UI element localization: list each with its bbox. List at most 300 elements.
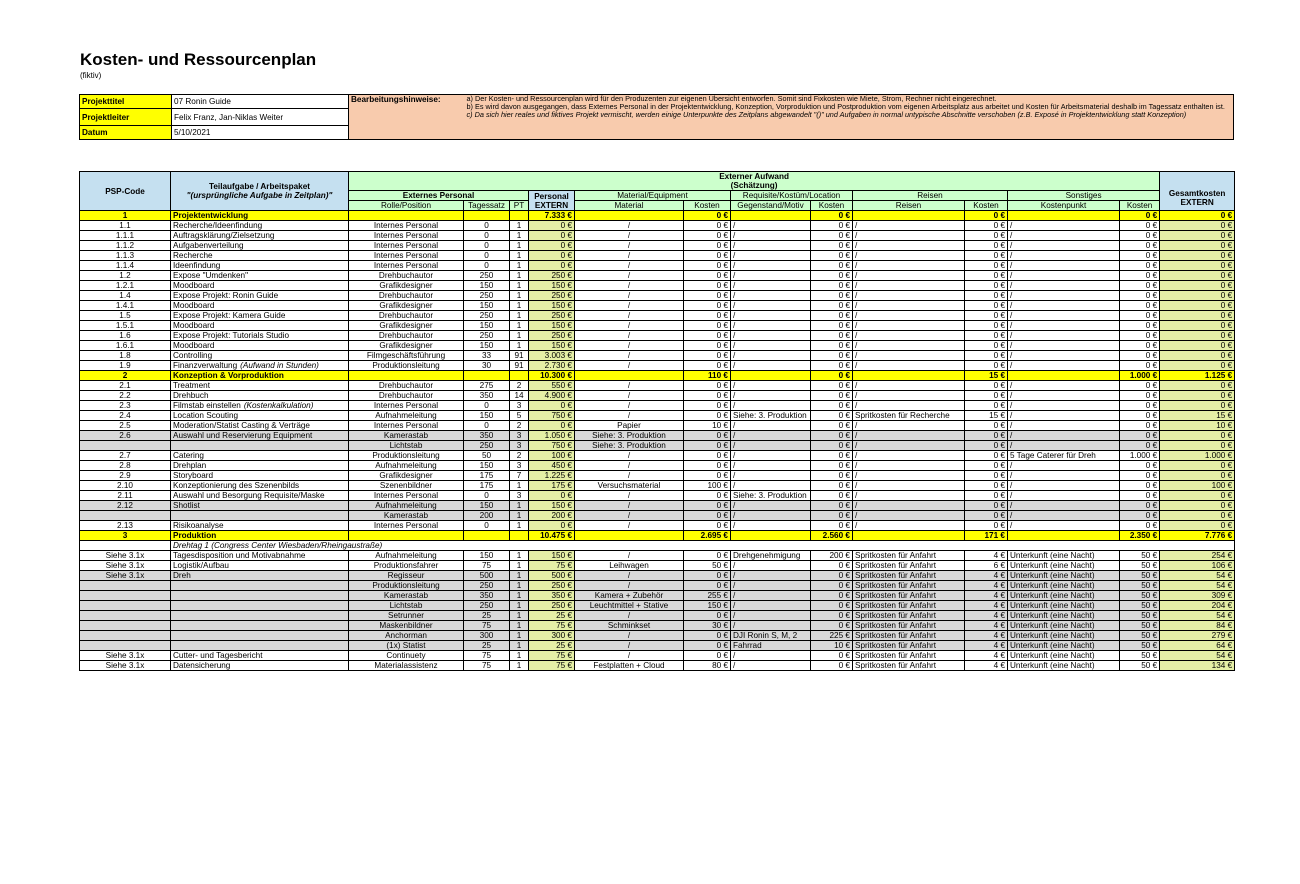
reisen-kosten-cell[interactable] (965, 571, 1008, 581)
material-kosten-cell[interactable] (684, 381, 731, 391)
gegenstand-cell[interactable] (731, 241, 811, 251)
requisite-kosten-cell[interactable] (811, 441, 853, 451)
requisite-kosten-cell[interactable] (811, 621, 853, 631)
gegenstand-cell[interactable] (731, 631, 811, 641)
material-kosten-cell[interactable] (684, 471, 731, 481)
teilaufgabe-cell[interactable] (171, 641, 349, 651)
material-kosten-cell[interactable] (684, 241, 731, 251)
pt-cell[interactable] (510, 211, 529, 221)
material-kosten-cell[interactable] (684, 611, 731, 621)
psp-code-cell[interactable] (80, 331, 171, 341)
sonstiges-kosten-cell[interactable] (1120, 551, 1160, 561)
reisen-kosten-cell[interactable] (965, 601, 1008, 611)
material-kosten-cell[interactable] (684, 301, 731, 311)
gegenstand-cell[interactable] (731, 221, 811, 231)
rolle-cell[interactable] (349, 661, 464, 671)
sonstiges-kosten-cell[interactable] (1120, 581, 1160, 591)
teilaufgabe-cell[interactable] (171, 651, 349, 661)
personal-extern-cell[interactable] (529, 391, 575, 401)
kostenpunkt-cell[interactable] (1008, 661, 1120, 671)
rolle-cell[interactable] (349, 441, 464, 451)
gegenstand-cell[interactable] (731, 531, 811, 541)
gesamtkosten-cell[interactable] (1160, 331, 1235, 341)
sonstiges-kosten-cell[interactable] (1120, 321, 1160, 331)
teilaufgabe-cell[interactable] (171, 261, 349, 271)
pt-cell[interactable] (510, 631, 529, 641)
personal-extern-cell[interactable] (529, 591, 575, 601)
gegenstand-cell[interactable] (731, 331, 811, 341)
rolle-cell[interactable] (349, 591, 464, 601)
reisen-kosten-cell[interactable] (965, 251, 1008, 261)
reisen-cell[interactable] (853, 321, 965, 331)
kostenpunkt-cell[interactable] (1008, 411, 1120, 421)
reisen-kosten-cell[interactable] (965, 431, 1008, 441)
pt-cell[interactable] (510, 311, 529, 321)
rolle-cell[interactable] (349, 291, 464, 301)
kostenpunkt-cell[interactable] (1008, 591, 1120, 601)
gegenstand-cell[interactable] (731, 361, 811, 371)
gegenstand-cell[interactable] (731, 551, 811, 561)
pt-cell[interactable] (510, 531, 529, 541)
rolle-cell[interactable] (349, 501, 464, 511)
reisen-kosten-cell[interactable] (965, 281, 1008, 291)
requisite-kosten-cell[interactable] (811, 571, 853, 581)
rolle-cell[interactable] (349, 431, 464, 441)
gesamtkosten-cell[interactable] (1160, 661, 1235, 671)
personal-extern-cell[interactable] (529, 651, 575, 661)
reisen-kosten-cell[interactable] (965, 231, 1008, 241)
datum-value[interactable]: 5/10/2021 (172, 126, 349, 140)
reisen-cell[interactable] (853, 441, 965, 451)
reisen-kosten-cell[interactable] (965, 421, 1008, 431)
requisite-kosten-cell[interactable] (811, 581, 853, 591)
reisen-cell[interactable] (853, 481, 965, 491)
psp-code-cell[interactable] (80, 491, 171, 501)
gegenstand-cell[interactable] (731, 471, 811, 481)
sonstiges-kosten-cell[interactable] (1120, 391, 1160, 401)
tagessatz-cell[interactable] (464, 661, 510, 671)
sonstiges-kosten-cell[interactable] (1120, 211, 1160, 221)
rolle-cell[interactable] (349, 411, 464, 421)
teilaufgabe-cell[interactable] (171, 451, 349, 461)
gesamtkosten-cell[interactable] (1160, 481, 1235, 491)
gegenstand-cell[interactable] (731, 271, 811, 281)
reisen-kosten-cell[interactable] (965, 551, 1008, 561)
psp-code-cell[interactable] (80, 231, 171, 241)
reisen-cell[interactable] (853, 431, 965, 441)
sonstiges-kosten-cell[interactable] (1120, 311, 1160, 321)
tagessatz-cell[interactable] (464, 511, 510, 521)
gesamtkosten-cell[interactable] (1160, 611, 1235, 621)
reisen-cell[interactable] (853, 371, 965, 381)
psp-code-cell[interactable] (80, 621, 171, 631)
personal-extern-cell[interactable] (529, 321, 575, 331)
tagessatz-cell[interactable] (464, 501, 510, 511)
psp-code-cell[interactable] (80, 361, 171, 371)
reisen-kosten-cell[interactable] (965, 471, 1008, 481)
requisite-kosten-cell[interactable] (811, 361, 853, 371)
gegenstand-cell[interactable] (731, 231, 811, 241)
material-cell[interactable] (575, 401, 684, 411)
pt-cell[interactable] (510, 481, 529, 491)
material-cell[interactable] (575, 231, 684, 241)
teilaufgabe-cell[interactable] (171, 211, 349, 221)
tagessatz-cell[interactable] (464, 581, 510, 591)
gesamtkosten-cell[interactable] (1160, 411, 1235, 421)
rolle-cell[interactable] (349, 351, 464, 361)
gegenstand-cell[interactable] (731, 661, 811, 671)
pt-cell[interactable] (510, 221, 529, 231)
reisen-kosten-cell[interactable] (965, 361, 1008, 371)
gegenstand-cell[interactable] (731, 581, 811, 591)
gesamtkosten-cell[interactable] (1160, 521, 1235, 531)
reisen-cell[interactable] (853, 351, 965, 361)
kostenpunkt-cell[interactable] (1008, 421, 1120, 431)
reisen-cell[interactable] (853, 451, 965, 461)
reisen-kosten-cell[interactable] (965, 411, 1008, 421)
personal-extern-cell[interactable] (529, 211, 575, 221)
rolle-cell[interactable] (349, 611, 464, 621)
personal-extern-cell[interactable] (529, 331, 575, 341)
kostenpunkt-cell[interactable] (1008, 301, 1120, 311)
personal-extern-cell[interactable] (529, 231, 575, 241)
psp-code-cell[interactable] (80, 661, 171, 671)
reisen-cell[interactable] (853, 601, 965, 611)
gesamtkosten-cell[interactable] (1160, 511, 1235, 521)
material-kosten-cell[interactable] (684, 281, 731, 291)
gesamtkosten-cell[interactable] (1160, 501, 1235, 511)
reisen-kosten-cell[interactable] (965, 321, 1008, 331)
psp-code-cell[interactable] (80, 521, 171, 531)
psp-code-cell[interactable] (80, 251, 171, 261)
kostenpunkt-cell[interactable] (1008, 641, 1120, 651)
tagessatz-cell[interactable] (464, 431, 510, 441)
teilaufgabe-cell[interactable] (171, 561, 349, 571)
requisite-kosten-cell[interactable] (811, 521, 853, 531)
kostenpunkt-cell[interactable] (1008, 271, 1120, 281)
material-cell[interactable] (575, 481, 684, 491)
material-kosten-cell[interactable] (684, 391, 731, 401)
requisite-kosten-cell[interactable] (811, 421, 853, 431)
reisen-cell[interactable] (853, 511, 965, 521)
teilaufgabe-cell[interactable] (171, 631, 349, 641)
material-cell[interactable] (575, 591, 684, 601)
kostenpunkt-cell[interactable] (1008, 291, 1120, 301)
personal-extern-cell[interactable] (529, 471, 575, 481)
reisen-kosten-cell[interactable] (965, 581, 1008, 591)
rolle-cell[interactable] (349, 561, 464, 571)
rolle-cell[interactable] (349, 361, 464, 371)
rolle-cell[interactable] (349, 631, 464, 641)
material-cell[interactable] (575, 221, 684, 231)
tagessatz-cell[interactable] (464, 611, 510, 621)
gesamtkosten-cell[interactable] (1160, 461, 1235, 471)
reisen-kosten-cell[interactable] (965, 521, 1008, 531)
requisite-kosten-cell[interactable] (811, 611, 853, 621)
teilaufgabe-cell[interactable] (171, 331, 349, 341)
psp-code-cell[interactable] (80, 571, 171, 581)
psp-code-cell[interactable] (80, 221, 171, 231)
material-kosten-cell[interactable] (684, 661, 731, 671)
teilaufgabe-cell[interactable] (171, 581, 349, 591)
psp-code-cell[interactable] (80, 451, 171, 461)
psp-code-cell[interactable] (80, 271, 171, 281)
psp-code-cell[interactable] (80, 601, 171, 611)
kostenpunkt-cell[interactable] (1008, 431, 1120, 441)
reisen-kosten-cell[interactable] (965, 501, 1008, 511)
psp-code-cell[interactable] (80, 371, 171, 381)
psp-code-cell[interactable] (80, 381, 171, 391)
gegenstand-cell[interactable] (731, 351, 811, 361)
pt-cell[interactable] (510, 431, 529, 441)
sonstiges-kosten-cell[interactable] (1120, 501, 1160, 511)
reisen-cell[interactable] (853, 461, 965, 471)
personal-extern-cell[interactable] (529, 311, 575, 321)
requisite-kosten-cell[interactable] (811, 601, 853, 611)
reisen-kosten-cell[interactable] (965, 291, 1008, 301)
rolle-cell[interactable] (349, 251, 464, 261)
tagessatz-cell[interactable] (464, 221, 510, 231)
material-cell[interactable] (575, 261, 684, 271)
reisen-cell[interactable] (853, 521, 965, 531)
kostenpunkt-cell[interactable] (1008, 581, 1120, 591)
material-cell[interactable] (575, 371, 684, 381)
psp-code-cell[interactable] (80, 651, 171, 661)
kostenpunkt-cell[interactable] (1008, 331, 1120, 341)
kostenpunkt-cell[interactable] (1008, 341, 1120, 351)
material-cell[interactable] (575, 471, 684, 481)
gesamtkosten-cell[interactable] (1160, 251, 1235, 261)
rolle-cell[interactable] (349, 281, 464, 291)
sonstiges-kosten-cell[interactable] (1120, 281, 1160, 291)
material-kosten-cell[interactable] (684, 531, 731, 541)
personal-extern-cell[interactable] (529, 441, 575, 451)
tagessatz-cell[interactable] (464, 361, 510, 371)
material-cell[interactable] (575, 631, 684, 641)
rolle-cell[interactable] (349, 391, 464, 401)
reisen-cell[interactable] (853, 661, 965, 671)
reisen-kosten-cell[interactable] (965, 441, 1008, 451)
reisen-cell[interactable] (853, 401, 965, 411)
tagessatz-cell[interactable] (464, 261, 510, 271)
material-cell[interactable] (575, 391, 684, 401)
gesamtkosten-cell[interactable] (1160, 261, 1235, 271)
material-kosten-cell[interactable] (684, 211, 731, 221)
teilaufgabe-cell[interactable] (171, 551, 349, 561)
pt-cell[interactable] (510, 441, 529, 451)
requisite-kosten-cell[interactable] (811, 261, 853, 271)
tagessatz-cell[interactable] (464, 291, 510, 301)
tagessatz-cell[interactable] (464, 401, 510, 411)
material-kosten-cell[interactable] (684, 341, 731, 351)
sonstiges-kosten-cell[interactable] (1120, 661, 1160, 671)
kostenpunkt-cell[interactable] (1008, 621, 1120, 631)
psp-code-cell[interactable] (80, 511, 171, 521)
kostenpunkt-cell[interactable] (1008, 261, 1120, 271)
teilaufgabe-cell[interactable] (171, 291, 349, 301)
rolle-cell[interactable] (349, 421, 464, 431)
psp-code-cell[interactable] (80, 631, 171, 641)
gesamtkosten-cell[interactable] (1160, 301, 1235, 311)
personal-extern-cell[interactable] (529, 661, 575, 671)
tagessatz-cell[interactable] (464, 321, 510, 331)
pt-cell[interactable] (510, 351, 529, 361)
material-cell[interactable] (575, 411, 684, 421)
teilaufgabe-cell[interactable] (171, 361, 349, 371)
pt-cell[interactable] (510, 641, 529, 651)
rolle-cell[interactable] (349, 511, 464, 521)
sonstiges-kosten-cell[interactable] (1120, 371, 1160, 381)
material-kosten-cell[interactable] (684, 501, 731, 511)
rolle-cell[interactable] (349, 531, 464, 541)
gegenstand-cell[interactable] (731, 481, 811, 491)
kostenpunkt-cell[interactable] (1008, 511, 1120, 521)
tagessatz-cell[interactable] (464, 281, 510, 291)
material-kosten-cell[interactable] (684, 651, 731, 661)
kostenpunkt-cell[interactable] (1008, 311, 1120, 321)
material-cell[interactable] (575, 291, 684, 301)
gesamtkosten-cell[interactable] (1160, 641, 1235, 651)
personal-extern-cell[interactable] (529, 621, 575, 631)
material-cell[interactable] (575, 421, 684, 431)
psp-code-cell[interactable] (80, 481, 171, 491)
sonstiges-kosten-cell[interactable] (1120, 291, 1160, 301)
requisite-kosten-cell[interactable] (811, 381, 853, 391)
material-kosten-cell[interactable] (684, 411, 731, 421)
teilaufgabe-cell[interactable] (171, 571, 349, 581)
sonstiges-kosten-cell[interactable] (1120, 641, 1160, 651)
gegenstand-cell[interactable] (731, 591, 811, 601)
tagessatz-cell[interactable] (464, 531, 510, 541)
pt-cell[interactable] (510, 271, 529, 281)
gesamtkosten-cell[interactable] (1160, 321, 1235, 331)
gegenstand-cell[interactable] (731, 321, 811, 331)
teilaufgabe-cell[interactable] (171, 491, 349, 501)
pt-cell[interactable] (510, 511, 529, 521)
tagessatz-cell[interactable] (464, 231, 510, 241)
material-cell[interactable] (575, 581, 684, 591)
reisen-kosten-cell[interactable] (965, 591, 1008, 601)
requisite-kosten-cell[interactable] (811, 331, 853, 341)
reisen-cell[interactable] (853, 261, 965, 271)
tagessatz-cell[interactable] (464, 571, 510, 581)
kostenpunkt-cell[interactable] (1008, 381, 1120, 391)
rolle-cell[interactable] (349, 521, 464, 531)
kostenpunkt-cell[interactable] (1008, 611, 1120, 621)
material-kosten-cell[interactable] (684, 591, 731, 601)
reisen-cell[interactable] (853, 301, 965, 311)
tagessatz-cell[interactable] (464, 381, 510, 391)
teilaufgabe-cell[interactable] (171, 461, 349, 471)
gegenstand-cell[interactable] (731, 511, 811, 521)
requisite-kosten-cell[interactable] (811, 471, 853, 481)
rolle-cell[interactable] (349, 451, 464, 461)
material-cell[interactable] (575, 501, 684, 511)
gegenstand-cell[interactable] (731, 501, 811, 511)
gegenstand-cell[interactable] (731, 381, 811, 391)
personal-extern-cell[interactable] (529, 461, 575, 471)
gesamtkosten-cell[interactable] (1160, 291, 1235, 301)
reisen-kosten-cell[interactable] (965, 401, 1008, 411)
gegenstand-cell[interactable] (731, 601, 811, 611)
gesamtkosten-cell[interactable] (1160, 211, 1235, 221)
projektleiter-value[interactable]: Felix Franz, Jan-Niklas Weiter (172, 109, 349, 126)
psp-code-cell[interactable] (80, 471, 171, 481)
psp-code-cell[interactable] (80, 241, 171, 251)
reisen-cell[interactable] (853, 591, 965, 601)
gesamtkosten-cell[interactable] (1160, 371, 1235, 381)
reisen-cell[interactable] (853, 531, 965, 541)
material-kosten-cell[interactable] (684, 351, 731, 361)
tagessatz-cell[interactable] (464, 331, 510, 341)
kostenpunkt-cell[interactable] (1008, 601, 1120, 611)
reisen-cell[interactable] (853, 571, 965, 581)
material-cell[interactable] (575, 361, 684, 371)
sonstiges-kosten-cell[interactable] (1120, 651, 1160, 661)
teilaufgabe-cell[interactable] (171, 351, 349, 361)
requisite-kosten-cell[interactable] (811, 281, 853, 291)
teilaufgabe-cell[interactable] (171, 661, 349, 671)
requisite-kosten-cell[interactable] (811, 561, 853, 571)
tagessatz-cell[interactable] (464, 631, 510, 641)
personal-extern-cell[interactable] (529, 561, 575, 571)
teilaufgabe-cell[interactable] (171, 511, 349, 521)
requisite-kosten-cell[interactable] (811, 531, 853, 541)
projekttitel-value[interactable]: 07 Ronin Guide (172, 95, 349, 109)
personal-extern-cell[interactable] (529, 341, 575, 351)
material-kosten-cell[interactable] (684, 371, 731, 381)
reisen-kosten-cell[interactable] (965, 561, 1008, 571)
psp-code-cell[interactable] (80, 391, 171, 401)
requisite-kosten-cell[interactable] (811, 291, 853, 301)
pt-cell[interactable] (510, 571, 529, 581)
gesamtkosten-cell[interactable] (1160, 451, 1235, 461)
rolle-cell[interactable] (349, 271, 464, 281)
pt-cell[interactable] (510, 411, 529, 421)
tagessatz-cell[interactable] (464, 481, 510, 491)
reisen-cell[interactable] (853, 391, 965, 401)
drehtag-label[interactable]: Drehtag 1 (Congress Center Wiesbaden/Rheingaustraße) (171, 541, 1235, 551)
personal-extern-cell[interactable] (529, 251, 575, 261)
pt-cell[interactable] (510, 381, 529, 391)
tagessatz-cell[interactable] (464, 271, 510, 281)
kostenpunkt-cell[interactable] (1008, 531, 1120, 541)
material-cell[interactable] (575, 521, 684, 531)
material-cell[interactable] (575, 641, 684, 651)
rolle-cell[interactable] (349, 601, 464, 611)
rolle-cell[interactable] (349, 491, 464, 501)
personal-extern-cell[interactable] (529, 261, 575, 271)
personal-extern-cell[interactable] (529, 481, 575, 491)
reisen-kosten-cell[interactable] (965, 651, 1008, 661)
gesamtkosten-cell[interactable] (1160, 581, 1235, 591)
material-cell[interactable] (575, 601, 684, 611)
pt-cell[interactable] (510, 281, 529, 291)
personal-extern-cell[interactable] (529, 531, 575, 541)
gegenstand-cell[interactable] (731, 561, 811, 571)
gegenstand-cell[interactable] (731, 211, 811, 221)
psp-code-cell[interactable] (80, 321, 171, 331)
teilaufgabe-cell[interactable] (171, 271, 349, 281)
teilaufgabe-cell[interactable] (171, 381, 349, 391)
reisen-cell[interactable] (853, 291, 965, 301)
rolle-cell[interactable] (349, 241, 464, 251)
reisen-kosten-cell[interactable] (965, 641, 1008, 651)
material-cell[interactable] (575, 351, 684, 361)
sonstiges-kosten-cell[interactable] (1120, 521, 1160, 531)
sonstiges-kosten-cell[interactable] (1120, 531, 1160, 541)
personal-extern-cell[interactable] (529, 551, 575, 561)
